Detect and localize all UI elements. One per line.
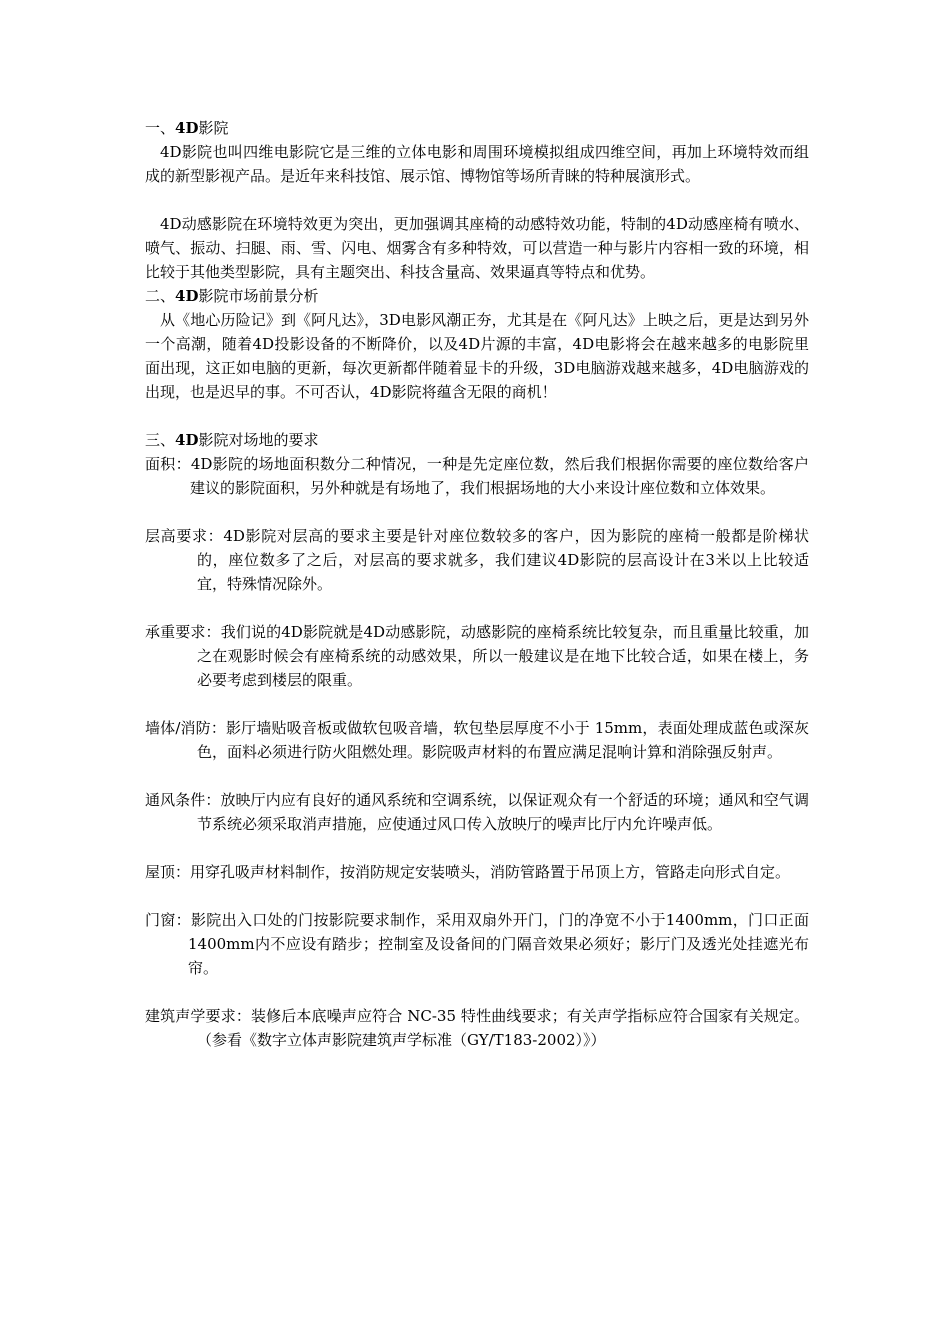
requirement-acoustics: 建筑声学要求：装修后本底噪声应符合 NC-35 特性曲线要求；有关声学指标应符合国家有关规定。（参看《数字立体声影院建筑声学标准（GY/T183-2002）》） (145, 1007, 809, 1049)
requirement-ventilation: 通风条件：放映厅内应有良好的通风系统和空调系统，以保证观众有一个舒适的环境；通风和空气调节系统必须采取消声措施，应使通过风口传入放映厅的噪声比厅内允许噪声低。 (145, 791, 809, 833)
section-1-heading (145, 116, 809, 140)
heading-bold: 4D (175, 287, 199, 305)
heading-suffix: 影院对场地的要求 (198, 431, 319, 449)
section-3-heading (145, 428, 809, 452)
heading-suffix: 影院 (198, 119, 229, 137)
heading-prefix: 三、 (145, 431, 176, 449)
section-1-paragraph-1: 4D影院也叫四维电影院它是三维的立体电影和周围环境模拟组成四维空间，再加上环境特效而组成的新型影视产品。是近年来科技馆、展示馆、博物馆等场所青睐的特种展演形式。 (145, 143, 809, 185)
section-2-heading (145, 284, 809, 308)
spacer (145, 836, 809, 860)
requirement-area: 面积：4D影院的场地面积数分二种情况，一种是先定座位数，然后我们根据你需要的座位数给客户建议的影院面积，另外种就是有场地了，我们根据场地的大小来设计座位数和立体效果。 (145, 455, 809, 497)
heading-prefix: 一、 (145, 119, 176, 137)
spacer (145, 764, 809, 788)
spacer (145, 596, 809, 620)
heading-prefix: 二、 (145, 287, 176, 305)
requirement-doors-windows: 门窗：影院出入口处的门按影院要求制作，采用双扇外开门，门的净宽不小于1400mm，门口正面1400mm内不应设有踏步；控制室及设备间的门隔音效果必须好；影厅门及透光处挂遮光布帘。 (145, 911, 809, 977)
spacer (145, 500, 809, 524)
heading-suffix: 影院市场前景分析 (198, 287, 319, 305)
requirement-wall-fire: 墙体/消防：影厅墙贴吸音板或做软包吸音墙，软包垫层厚度不小于 15mm，表面处理成蓝色或深灰色，面料必须进行防火阻燃处理。影院吸声材料的布置应满足混响计算和消除强反射声。 (145, 719, 809, 761)
section-2-paragraph-1: 从《地心历险记》到《阿凡达》，3D电影风潮正夯，尤其是在《阿凡达》上映之后，更是达到另外一个高潮，随着4D投影设备的不断降价，以及4D片源的丰富，4D电影将会在越来越多的电影院里面出现，这正如电脑的更新，每次更新都伴随着显卡的升级，3D电脑游戏越来越多，4D电脑游戏的出现，也是迟早的事。不可否认，4D影院将蕴含无限的商机！ (145, 311, 809, 401)
heading-bold: 4D (175, 119, 199, 137)
section-1-paragraph-2: 4D动感影院在环境特效更为突出，更加强调其座椅的动感特效功能，特制的4D动感座椅有喷水、喷气、振动、扫腿、雨、雪、闪电、烟雾含有多种特效，可以营造一种与影片内容相一致的环境，相比较于其他类型影院，具有主题突出、科技含量高、效果逼真等特点和优势。 (145, 215, 809, 281)
spacer (145, 980, 809, 1004)
requirement-floor-height: 层高要求：4D影院对层高的要求主要是针对座位数较多的客户，因为影院的座椅一般都是阶梯状的，座位数多了之后，对层高的要求就多，我们建议4D影院的层高设计在3米以上比较适宜，特殊情况除外。 (145, 527, 809, 593)
spacer (145, 884, 809, 908)
spacer (145, 188, 809, 212)
heading-bold: 4D (175, 431, 199, 449)
requirement-load-bearing: 承重要求：我们说的4D影院就是4D动感影院，动感影院的座椅系统比较复杂，而且重量比较重，加之在观影时候会有座椅系统的动感效果，所以一般建议是在地下比较合适，如果在楼上，务必要考虑到楼层的限重。 (145, 623, 809, 689)
spacer (145, 404, 809, 428)
requirement-roof: 屋顶：用穿孔吸声材料制作，按消防规定安装喷头，消防管路置于吊顶上方，管路走向形式自定。 (145, 863, 791, 881)
spacer (145, 692, 809, 716)
document-page (145, 116, 809, 1052)
